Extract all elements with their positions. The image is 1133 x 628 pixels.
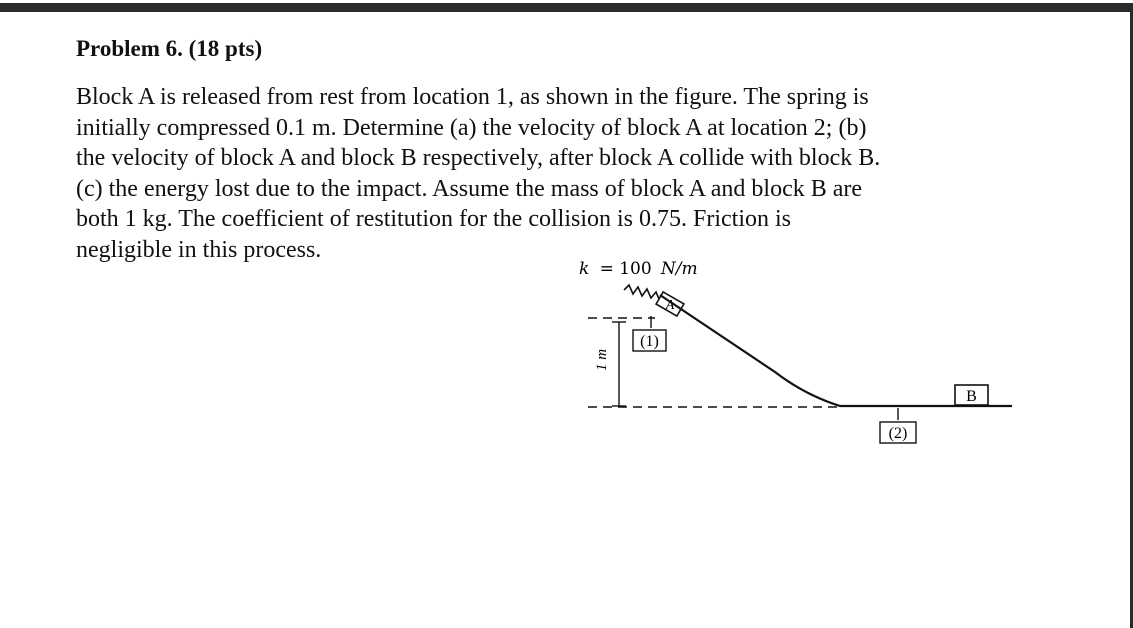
- statement-line: the velocity of block A and block B respectively, after block A collide with block B.: [76, 145, 881, 171]
- block-b-label: B: [966, 388, 977, 405]
- spring-k-value: = 100: [599, 259, 652, 279]
- statement-line: negligible in this process.: [76, 236, 322, 263]
- statement-line: (c) the energy lost due to the impact. Assume the mass of block A and block B are: [76, 175, 863, 202]
- top-border-highlight: [0, 0, 1133, 3]
- spring-k-symbol: k: [579, 259, 590, 279]
- ramp-diagram: [560, 250, 1030, 450]
- block-a: [654, 291, 684, 319]
- statement-line: both 1 kg. The coefficient of restitution for the collision is 0.75. Friction is: [76, 206, 792, 232]
- problem-title: Problem 6. (18 pts): [76, 36, 263, 61]
- statement-line: Block A is released from rest from location 1, as shown in the figure. The spring is: [76, 84, 869, 110]
- spring-constant-label: [579, 259, 698, 279]
- location-2-label: (2): [888, 425, 908, 442]
- location-1-label: (1): [640, 333, 659, 350]
- spring-k-unit: N/m: [660, 259, 698, 279]
- problem-statement: [76, 82, 1036, 265]
- block-a-label: A: [665, 298, 675, 313]
- spring-icon: [624, 285, 659, 299]
- statement-line: initially compressed 0.1 m. Determine (a) the velocity of block A at location 2; (b): [76, 114, 867, 141]
- height-label: 1 m: [594, 348, 610, 372]
